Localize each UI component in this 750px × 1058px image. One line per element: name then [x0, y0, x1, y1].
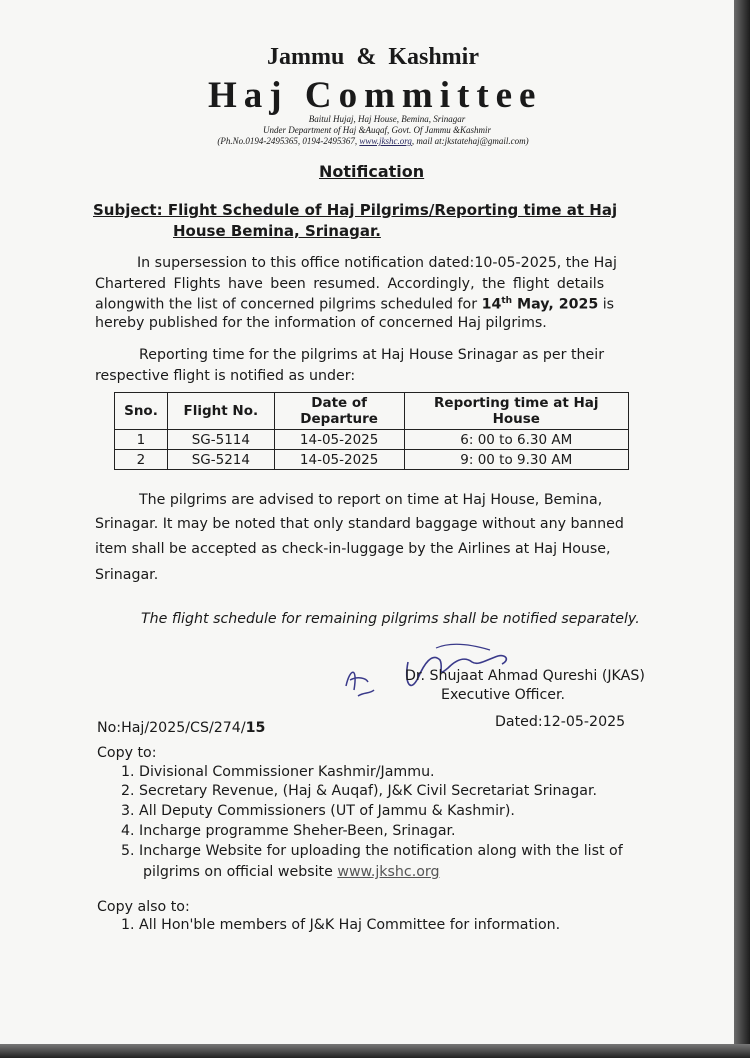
- flight-schedule-table: [114, 392, 629, 470]
- list-item: 5. Incharge Website for uploading the notification along with the list of: [121, 843, 623, 859]
- copy-also-heading: Copy also to:: [97, 899, 190, 915]
- header-date-of-departure: Date of Departure: [274, 393, 404, 430]
- para1-line2: Chartered Flights have been resumed. Accordingly, the flight details: [95, 276, 605, 292]
- header-title-line1: Jammu & Kashmir: [266, 44, 479, 70]
- header-sno: Sno.: [115, 393, 168, 430]
- list-item: 1. All Hon'ble members of J&K Haj Committee for information.: [121, 917, 561, 933]
- para1-line3: alongwith the list of concerned pilgrims scheduled for 14th May, 2025 is: [95, 296, 615, 313]
- header-flight-no: Flight No.: [167, 393, 274, 430]
- copy-to-heading: Copy to:: [97, 745, 157, 761]
- list-item-continuation: pilgrims on official website www.jkshc.org: [143, 864, 440, 880]
- header-address-line1: Baitul Hujaj, Haj House, Bemina, Srinagar: [308, 114, 466, 124]
- cell-date: 14-05-2025: [274, 430, 404, 450]
- list-item: 3. All Deputy Commissioners (UT of Jammu & Kashmir).: [121, 803, 515, 819]
- scan-edge-bottom: [0, 1044, 750, 1058]
- header-title-line2: Haj Committee: [208, 75, 543, 116]
- para3-line2: Srinagar. It may be noted that only standard baggage without any banned: [95, 516, 624, 532]
- para2-line1: Reporting time for the pilgrims at Haj House Srinagar as per their: [139, 347, 605, 363]
- cell-date: 14-05-2025: [274, 450, 404, 470]
- para1-line1: In supersession to this office notification dated:10-05-2025, the Haj: [137, 255, 617, 271]
- header-reporting-time: Reporting time at Haj House: [404, 393, 628, 430]
- para4-closing-note: The flight schedule for remaining pilgrims shall be notified separately.: [141, 611, 640, 627]
- table-row: [115, 450, 629, 470]
- para3-line4: Srinagar.: [95, 567, 159, 583]
- para3-line3: item shall be accepted as check-in-luggage by the Airlines at Haj House,: [95, 541, 611, 557]
- cell-time: 9: 00 to 9.30 AM: [404, 450, 628, 470]
- subject-line2: House Bemina, Srinagar.: [173, 222, 381, 240]
- cell-flight: SG-5214: [167, 450, 274, 470]
- list-item: 2. Secretary Revenue, (Haj & Auqaf), J&K Civil Secretariat Srinagar.: [121, 783, 597, 799]
- header-contact-line: (Ph.No.0194-2495365, 0194-2495367, www.jkshc.org, mail at:jkstatehaj@gmail.com): [217, 136, 529, 146]
- header-address-line2: Under Department of Haj &Auqaf, Govt. Of Jammu &Kashmir: [263, 125, 491, 135]
- reference-number: No:Haj/2025/CS/274/15: [97, 720, 266, 736]
- header-website-link[interactable]: www.jkshc.org: [359, 136, 412, 146]
- website-link[interactable]: www.jkshc.org: [337, 864, 440, 880]
- para2-line2: respective flight is notified as under:: [95, 368, 356, 384]
- cell-flight: SG-5114: [167, 430, 274, 450]
- cell-sno: 2: [115, 450, 168, 470]
- list-item: 1. Divisional Commissioner Kashmir/Jammu.: [121, 764, 435, 780]
- para1-line4: hereby published for the information of concerned Haj pilgrims.: [95, 315, 547, 331]
- notification-heading: Notification: [319, 162, 425, 181]
- scan-edge-right: [734, 0, 750, 1058]
- subject-line1: Subject: Flight Schedule of Haj Pilgrims/Reporting time at Haj: [93, 201, 618, 219]
- reference-date: Dated:12-05-2025: [495, 714, 626, 730]
- signatory-name: Dr. Shujaat Ahmad Qureshi (JKAS): [405, 668, 645, 684]
- cell-time: 6: 00 to 6.30 AM: [404, 430, 628, 450]
- table-header-row: [115, 393, 629, 430]
- table-row: [115, 430, 629, 450]
- signatory-designation: Executive Officer.: [441, 687, 566, 703]
- cell-sno: 1: [115, 430, 168, 450]
- para3-line1: The pilgrims are advised to report on time at Haj House, Bemina,: [139, 492, 603, 508]
- list-item: 4. Incharge programme Sheher-Been, Srinagar.: [121, 823, 456, 839]
